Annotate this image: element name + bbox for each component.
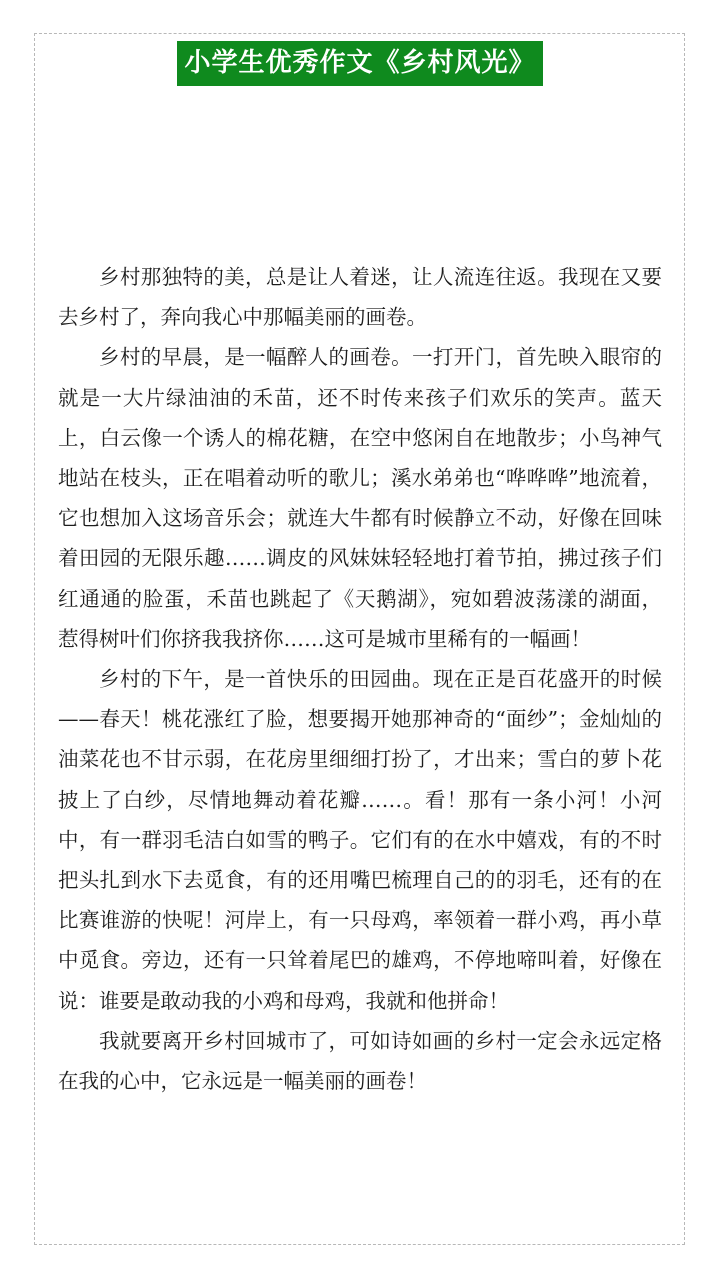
essay-paragraph-2: 乡村的早晨，是一幅醉人的画卷。一打开门，首先映入眼帘的就是一大片绿油油的禾苗，还不时传来孩子们欢乐的笑声。蓝天上，白云像一个诱人的棉花糖，在空中悠闲自在地散步；小鸟神气地站在枝头，正在唱着动听的歌儿；溪水弟弟也“哗哗哗”地流着，它也想加入这场音乐会；就连大牛都有时候静立不动，好像在回味着田园的无限乐趣……调皮的风妹妹轻轻地打着节拍，拂过孩子们红通通的脸蛋，禾苗也跳起了《天鹅湖》，宛如碧波荡漾的湖面，惹得树叶们你挤我我挤你……这可是城市里稀有的一幅画！	[58, 345, 662, 651]
essay-paragraph-1: 乡村那独特的美，总是让人着迷，让人流连往返。我现在又要去乡村了，奔向我心中那幅美丽的画卷。	[58, 265, 662, 330]
page-title: 小学生优秀作文《乡村风光》	[177, 41, 543, 86]
essay-paragraph-4: 我就要离开乡村回城市了，可如诗如画的乡村一定会永远定格在我的心中，它永远是一幅美丽的画卷！	[58, 1028, 662, 1094]
essay-body	[58, 257, 662, 1101]
essay-paragraph-3: 乡村的下午，是一首快乐的田园曲。现在正是百花盛开的时候——春天！桃花涨红了脸，想要揭开她那神奇的“面纱”；金灿灿的油菜花也不甘示弱，在花房里细细打扮了，才出来；雪白的萝卜花披上了白纱，尽情地舞动着花瓣……。看！那有一条小河！小河中，有一群羽毛洁白如雪的鸭子。它们有的在水中嬉戏，有的不时把头扎到水下去觅食，有的还用嘴巴梳理自己的的羽毛，还有的在比赛谁游的快呢！河岸上，有一只母鸡，率领着一群小鸡，再小草中觅食。旁边，还有一只耸着尾巴的雄鸡，不停地啼叫着，好像在说：谁要是敢动我的小鸡和母鸡，我就和他拼命！	[58, 667, 662, 1013]
